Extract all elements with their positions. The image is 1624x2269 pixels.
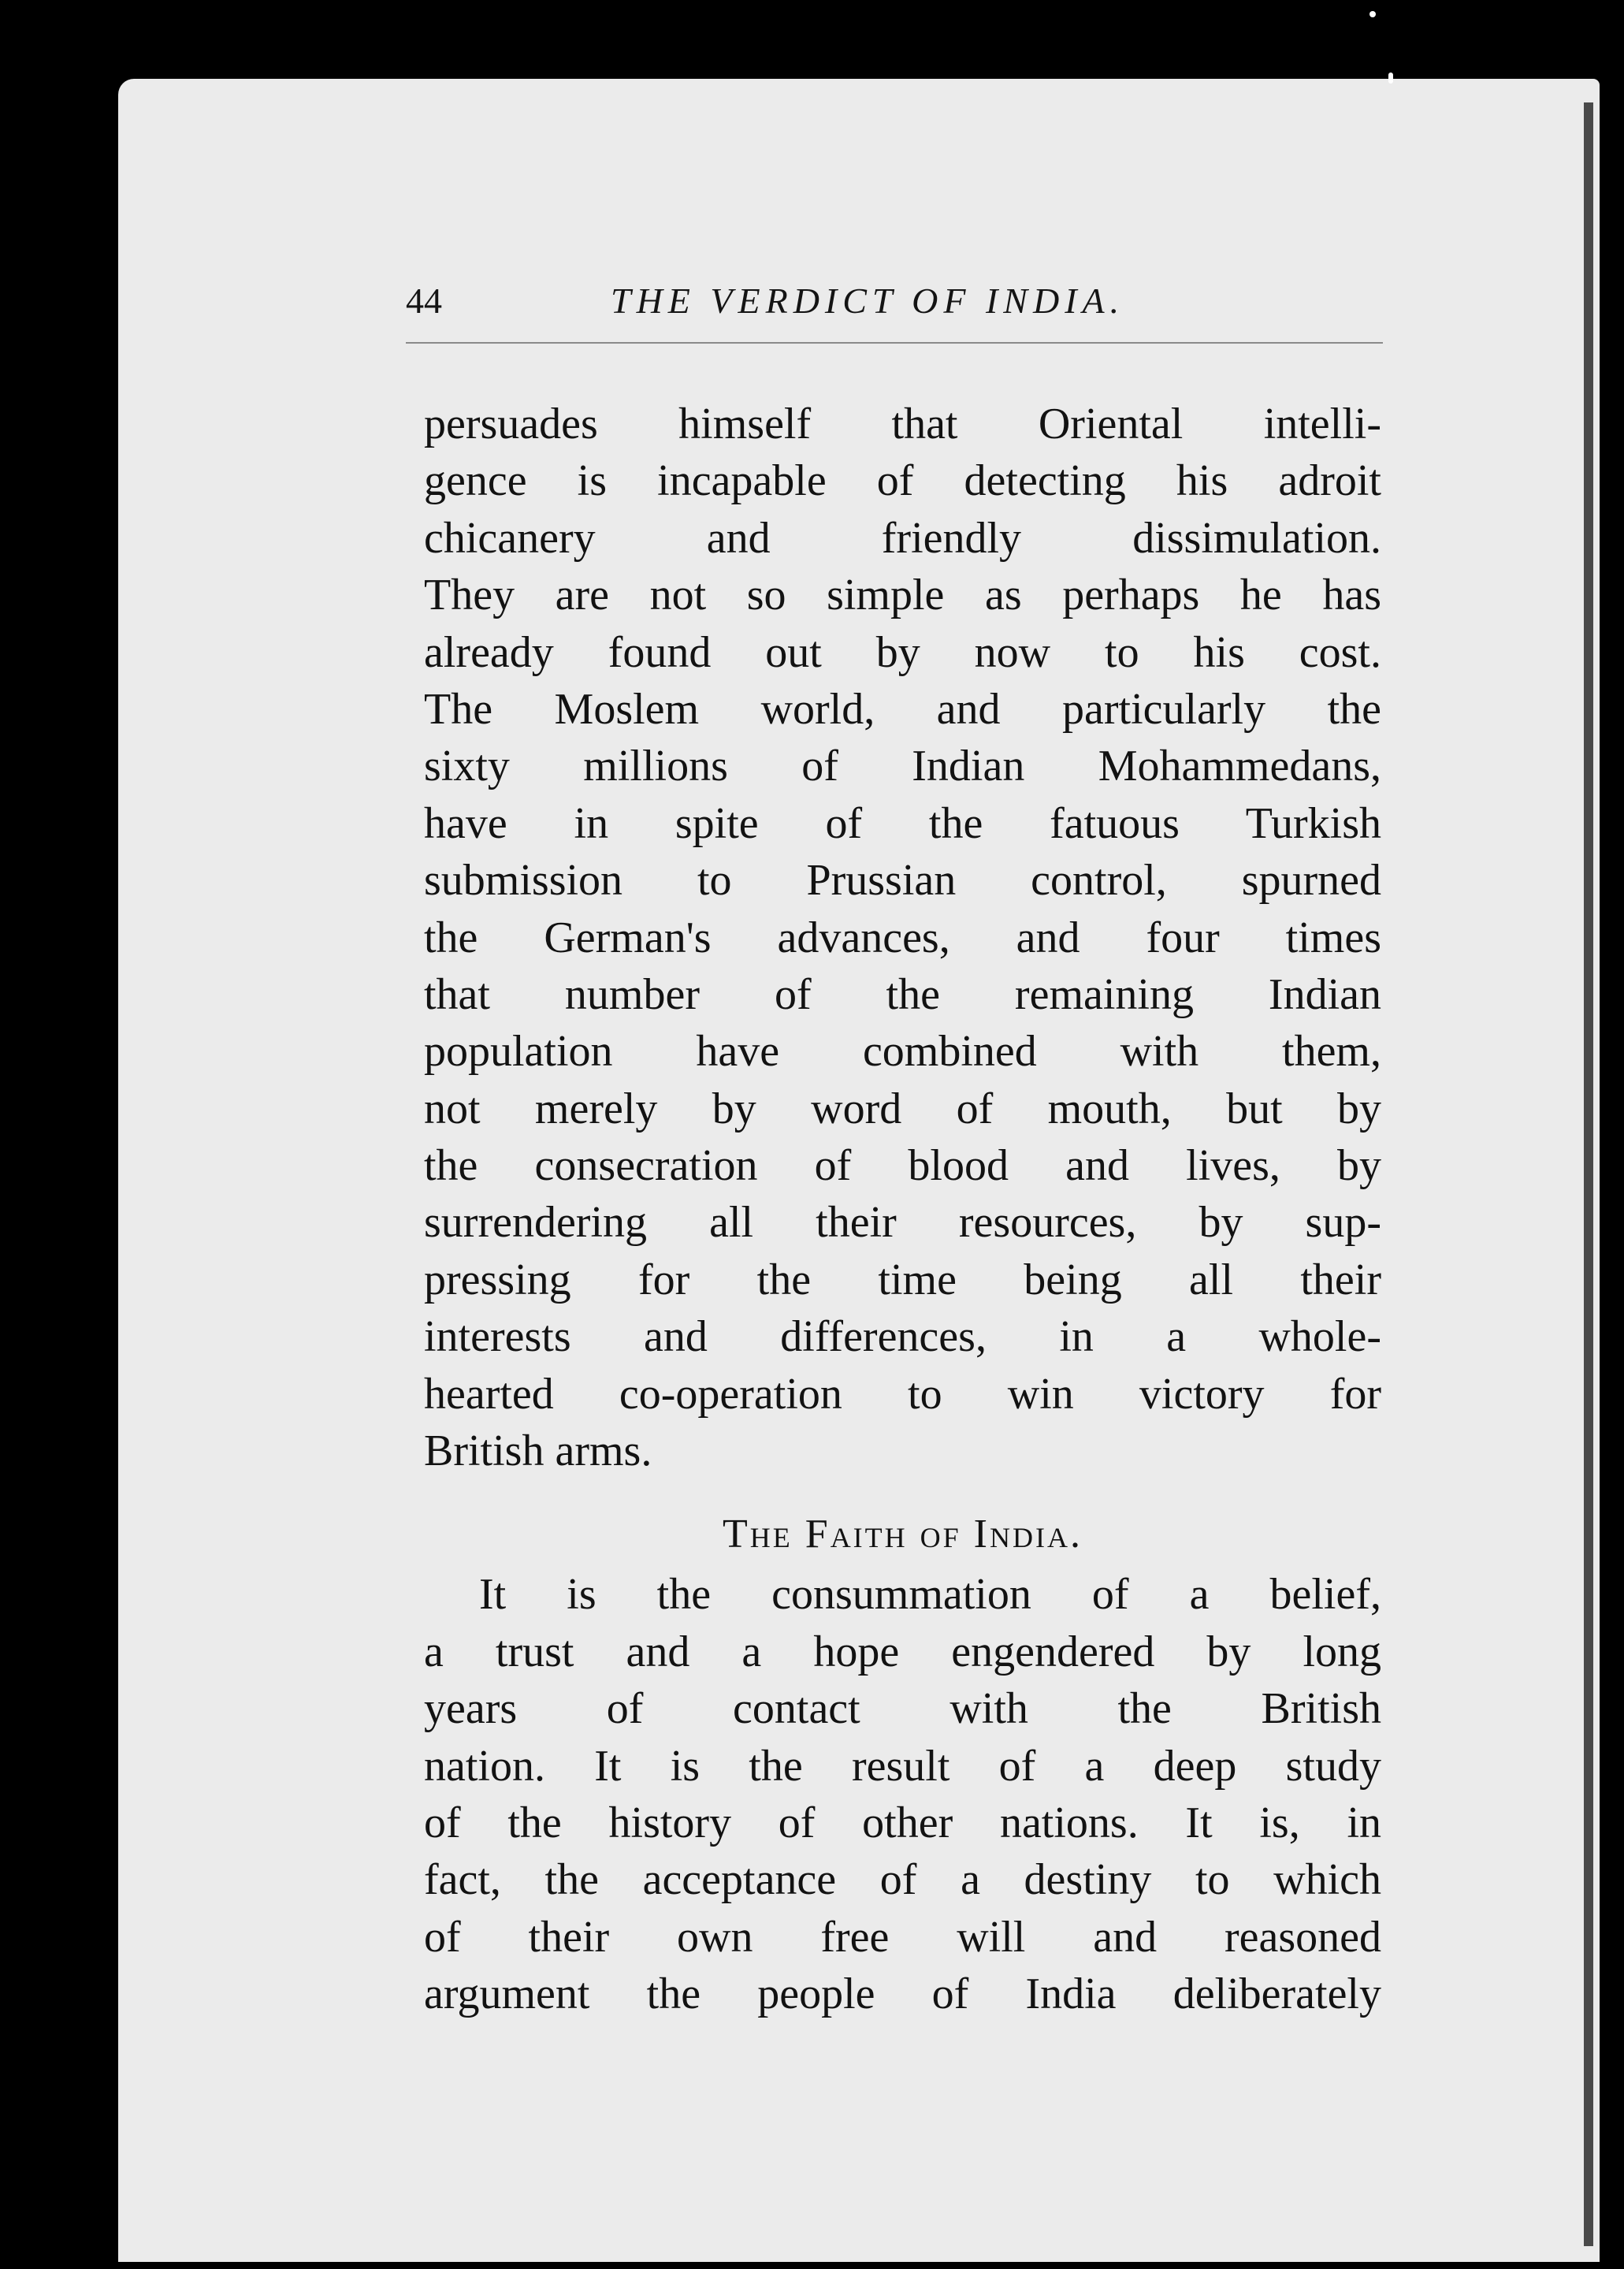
- text-line: have in spite of the fatuous Turkish: [424, 798, 1381, 848]
- text-line: the German's advances, and four times: [424, 913, 1381, 962]
- text-line: already found out by now to his cost.: [424, 627, 1381, 677]
- text-line: interests and differences, in a whole-: [424, 1312, 1381, 1362]
- header-rule: [406, 342, 1383, 344]
- page-edge-shadow: [1584, 102, 1593, 2246]
- text-line: sixty millions of Indian Mohammedans,: [424, 742, 1381, 791]
- text-line: population have combined with them,: [424, 1027, 1381, 1077]
- text-line: submission to Prussian control, spurned: [424, 856, 1381, 906]
- text-line: years of contact with the British: [424, 1684, 1381, 1734]
- text-line: gence is incapable of detecting his adroit: [424, 456, 1381, 506]
- text-line: It is the consummation of a belief,: [479, 1570, 1381, 1620]
- text-line: of their own free will and reasoned: [424, 1912, 1381, 1962]
- text-line: surrendering all their resources, by sup-: [424, 1198, 1381, 1248]
- text-line: hearted co-operation to win victory for: [424, 1369, 1381, 1419]
- page-number: 44: [406, 281, 442, 321]
- text-line: persuades himself that Oriental intelli-: [424, 400, 1381, 448]
- scan-speck: [1369, 11, 1376, 17]
- text-line: pressing for the time being all their: [424, 1255, 1381, 1304]
- text-line: British arms.: [424, 1426, 652, 1476]
- text-line: The Moslem world, and particularly the: [424, 684, 1381, 734]
- text-line: that number of the remaining Indian: [424, 969, 1381, 1019]
- section-heading: The Faith of India.: [723, 1512, 1083, 1557]
- text-line: They are not so simple as perhaps he has: [424, 571, 1381, 620]
- text-line: argument the people of India deliberately: [424, 1970, 1381, 2019]
- text-line: a trust and a hope engendered by long: [424, 1627, 1381, 1676]
- text-line: not merely by word of mouth, but by: [424, 1084, 1381, 1133]
- text-line: the consecration of blood and lives, by: [424, 1141, 1381, 1191]
- text-line: nation. It is the result of a deep study: [424, 1741, 1381, 1791]
- text-line: chicanery and friendly dissimulation.: [424, 513, 1381, 563]
- running-header: [406, 272, 1383, 343]
- scan-speck: [1388, 73, 1393, 84]
- page-text: [424, 396, 1381, 2023]
- running-title: THE VERDICT OF INDIA.: [611, 281, 1125, 321]
- text-line: of the history of other nations. It is, in: [424, 1798, 1381, 1847]
- text-line: fact, the acceptance of a destiny to which: [424, 1855, 1381, 1905]
